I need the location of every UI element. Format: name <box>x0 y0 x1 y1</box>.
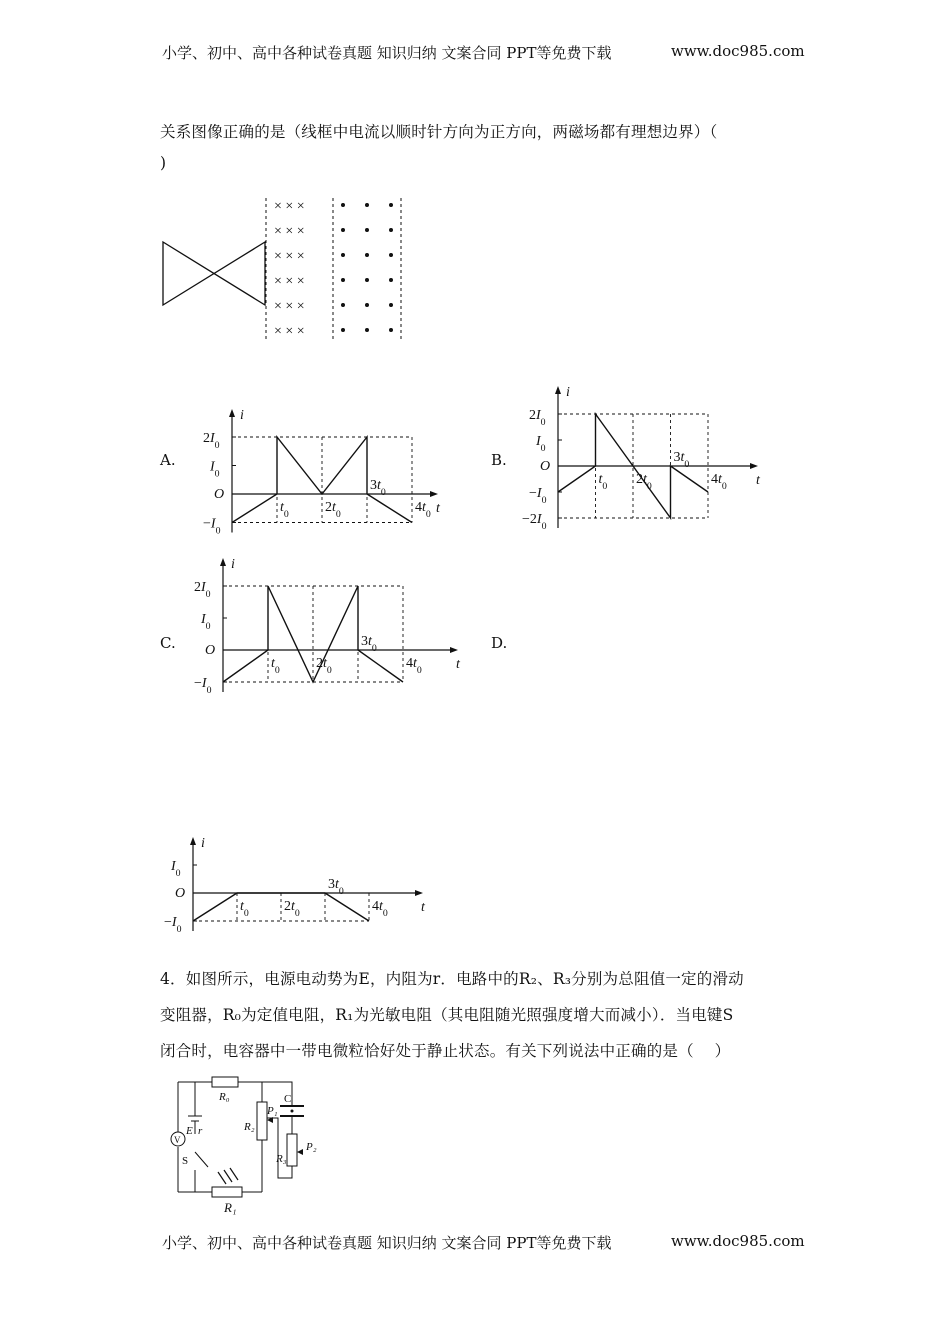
rheostat-r2 <box>257 1102 267 1140</box>
label-r0: R₀ <box>219 1091 230 1103</box>
y-tick-label: $-I_0$ <box>529 486 547 506</box>
y-tick-label: $I_0$ <box>171 859 181 879</box>
option-d-label[interactable]: D. <box>491 634 508 652</box>
x-tick-label: $2t_0$ <box>316 656 332 676</box>
axis-label-t: t <box>436 501 440 516</box>
question-4-line1: 4．如图所示，电源电动势为E，内阻为r．电路中的R₂、R₃分别为总阻值一定的滑动 <box>160 970 744 988</box>
graph-d <box>165 805 435 935</box>
x-axis-arrow <box>750 463 758 469</box>
axis-label-t: t <box>421 900 425 915</box>
resistor-r0 <box>212 1077 238 1087</box>
y-tick-label: $-I_0$ <box>194 676 212 696</box>
label-r2: R₂ <box>244 1121 255 1133</box>
x-tick-label: $4t_0$ <box>406 656 422 676</box>
footer-text: 小学、初中、高中各种试卷真题 知识归纳 文案合同 PPT等免费下载 <box>162 1234 612 1252</box>
switch-s <box>195 1152 208 1167</box>
header-url[interactable]: www.doc985.com <box>671 42 805 60</box>
origin-label: O <box>175 886 186 901</box>
graph-b <box>520 385 770 540</box>
y-tick-label: $I_0$ <box>201 612 211 632</box>
x-tick-label: $4t_0$ <box>711 472 727 492</box>
label-r1: R₁ <box>224 1200 237 1215</box>
axis-label-t: t <box>456 657 460 672</box>
label-r3: R₃ <box>276 1153 287 1165</box>
question-3-line2: ) <box>160 154 167 172</box>
y-axis-arrow <box>220 558 226 566</box>
x-axis-arrow <box>450 647 458 653</box>
svg-text:× × ×: × × × <box>274 199 305 214</box>
x-tick-label: $3t_0$ <box>370 478 386 498</box>
magnetic-field-figure <box>150 190 420 350</box>
header-text: 小学、初中、高中各种试卷真题 知识归纳 文案合同 PPT等免费下载 <box>162 44 612 62</box>
origin-label: O <box>540 459 551 474</box>
question-3-line1: 关系图像正确的是（线框中电流以顺时针方向为正方向，两磁场都有理想边界）（ <box>160 123 718 141</box>
light-rays-icon <box>218 1168 238 1184</box>
x-tick-label: $4t_0$ <box>415 500 431 520</box>
field-into-page <box>274 199 305 339</box>
x-tick-label: $t_0$ <box>280 500 289 520</box>
bowtie-loop <box>163 242 265 305</box>
y-axis-arrow <box>190 837 196 845</box>
x-tick-label: $2t_0$ <box>325 500 341 520</box>
y-tick-label: $-I_0$ <box>164 915 182 935</box>
y-tick-label: $2I_0$ <box>194 580 211 600</box>
y-tick-label: $-I_0$ <box>203 516 221 536</box>
label-v: V <box>174 1135 181 1145</box>
option-b-label[interactable]: B. <box>491 451 507 469</box>
x-tick-label: $2t_0$ <box>284 899 300 919</box>
y-tick-label: $2I_0$ <box>529 408 546 428</box>
y-tick-label: $2I_0$ <box>203 431 220 451</box>
x-tick-label: $t_0$ <box>240 899 249 919</box>
photoresistor-r1 <box>212 1187 242 1197</box>
x-tick-label: $3t_0$ <box>673 450 690 470</box>
axis-label-i: i <box>231 557 235 572</box>
svg-text:× × ×: × × × <box>274 249 305 264</box>
question-4-line2: 变阻器，R₀为定值电阻，R₁为光敏电阻（其电阻随光照强度增大而减小）．当电键S <box>160 1006 734 1024</box>
y-tick-label: $-2I_0$ <box>522 512 547 532</box>
axis-label-i: i <box>240 408 244 423</box>
y-tick-label: $I_0$ <box>536 434 546 454</box>
x-axis-arrow <box>430 491 438 497</box>
axis-label-i: i <box>201 836 205 851</box>
label-c: C <box>284 1093 292 1105</box>
y-axis-arrow <box>555 386 561 394</box>
x-tick-label: $4t_0$ <box>372 899 388 919</box>
label-s: S <box>182 1155 189 1167</box>
label-p1: P₁ <box>267 1105 278 1117</box>
axis-label-t: t <box>756 473 760 488</box>
x-tick-label: $3t_0$ <box>328 877 344 897</box>
svg-text:× × ×: × × × <box>274 324 305 339</box>
x-tick-label: $t_0$ <box>271 656 280 676</box>
label-r: r <box>198 1125 203 1137</box>
y-axis-arrow <box>229 409 235 417</box>
svg-text:× × ×: × × × <box>274 274 305 289</box>
y-tick-label: $I_0$ <box>210 459 220 479</box>
option-c-label[interactable]: C. <box>160 634 176 652</box>
footer-url[interactable]: www.doc985.com <box>671 1232 805 1250</box>
x-tick-label: $t_0$ <box>598 472 608 492</box>
graph-c <box>185 555 470 695</box>
rheostat-r3 <box>287 1134 297 1166</box>
svg-text:× × ×: × × × <box>274 299 305 314</box>
question-4-line3: 闭合时，电容器中一带电微粒恰好处于静止状态。有关下列说法中正确的是（ ） <box>160 1042 731 1060</box>
x-tick-label: $2t_0$ <box>636 472 652 492</box>
slider-p2-icon <box>297 1149 303 1155</box>
option-a-label[interactable]: A. <box>160 451 176 469</box>
svg-text:× × ×: × × × <box>274 224 305 239</box>
x-axis-arrow <box>415 890 423 896</box>
origin-label: O <box>214 487 225 502</box>
x-tick-label: $3t_0$ <box>361 634 377 654</box>
label-e: E <box>186 1125 193 1137</box>
label-p2: P₂ <box>306 1141 317 1153</box>
field-out-of-page <box>341 203 393 332</box>
graph-a <box>190 400 450 535</box>
origin-label: O <box>205 643 216 658</box>
axis-label-i: i <box>566 385 570 400</box>
circuit-diagram <box>160 1072 340 1222</box>
